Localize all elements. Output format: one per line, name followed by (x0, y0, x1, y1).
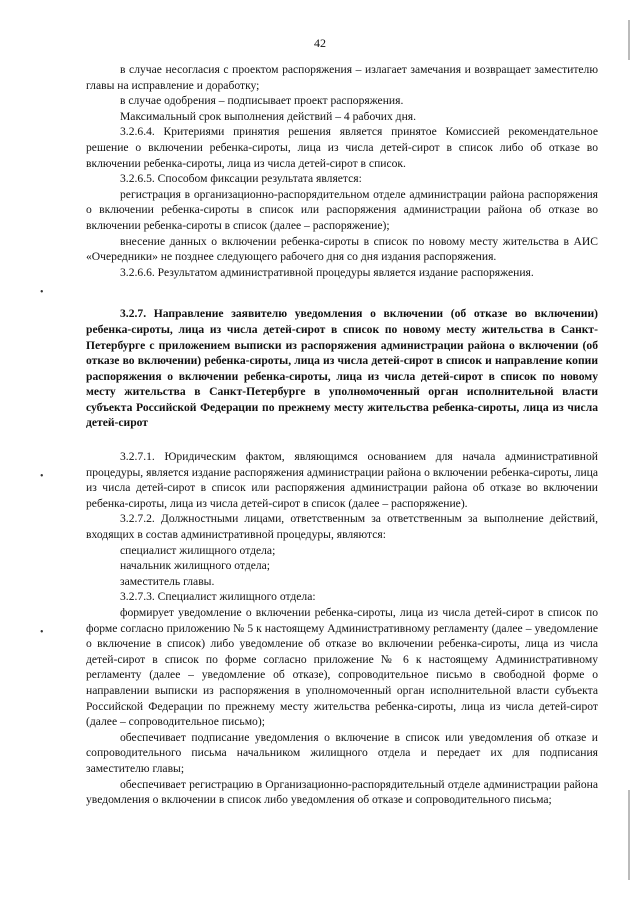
paragraph: регистрация в организационно-распорядительном отделе администрации района распоряжения о включении ребенка-сироты в список или распоряжения администрации района об отказе во включении ребенка-сироты в список (далее – распоряжение); (86, 187, 598, 232)
paragraph: в случае одобрения – подписывает проект распоряжения. (120, 94, 404, 108)
paragraph: специалист жилищного отдела; (120, 543, 276, 557)
margin-mark-icon: • (40, 287, 44, 298)
scan-edge-mark (628, 790, 630, 880)
paragraph: Максимальный срок выполнения действий – 4 рабочих дня. (120, 109, 417, 123)
paragraph: 3.2.6.4. Критериями принятия решения является принятое Комиссией рекомендательное решение о включении ребенка-сироты, лица из числа детей-сирот в список либо об отказе во включении ребенка-сироты, лица из числа детей-сирот в список. (86, 125, 598, 170)
paragraph: в случае несогласия с проектом распоряжения – излагает замечания и возвращает заместителю главы на исправление и доработку; (86, 63, 598, 92)
margin-mark-icon: • (40, 627, 44, 638)
paragraph: заместитель главы. (120, 574, 215, 588)
paragraph: обеспечивает регистрацию в Организационно-распорядительный отделе администрации района уведомления о включении в список либо уведомления об отказе и сопроводительного письма; (86, 777, 598, 807)
paragraph: 3.2.7.3. Специалист жилищного отдела: (120, 590, 316, 604)
paragraph: формирует уведомление о включении ребенка-сироты, лица из числа детей-сирот в список по форме согласно приложению № 5 к настоящему Административному регламенту (далее – уведомление о включение в список) либо уведомление об отказе во включении ребенка-сироты, лица из числа детей-сирот в список по форме согласно приложение № 6 к настоящему Административному регламенту (далее – уведомление об отказе), сопроводительное письмо в свободной форме о направлении выписки из распоряжения в уполномоченный орган исполнительной власти субъекта Российской Федерации по прежнему месту жительства ребенка-сироты, лица из числа детей-сирот (далее – сопроводительное письмо); (86, 606, 598, 729)
paragraph: 3.2.7.1. Юридическим фактом, являющимся основанием для начала административной процедуры, является издание распоряжения администрации района о включении ребенка-сироты, лица из числа детей-сирот в список или распоряжения администрации района об отказе во включении ребенка-сироты, лица из числа детей-сирот в список (далее – распоряжение). (86, 450, 598, 510)
document-body (86, 62, 598, 808)
paragraph: начальник жилищного отдела; (120, 559, 271, 573)
page-number: 42 (314, 36, 326, 50)
paragraph: 3.2.6.5. Способом фиксации результата является: (120, 172, 362, 186)
paragraph: 3.2.7.2. Должностными лицами, ответственным за ответственным за выполнение действий, входящих в состав административной процедуры, являются: (86, 512, 598, 542)
section-heading: 3.2.7. Направление заявителю уведомления о включении (об отказе во включении) ребенка-сироты, лица из числа детей-сирот в список по новому месту жительства в Санкт-Петербурге с приложением выписки из распоряжения администрации района о включении (об отказе во включении) ребенка-сироты, лица из числа детей-сирот в список и направление копии распоряжения о включении ребенка-сироты, лица из числа детей-сирот в список по новому месту жительства в Санкт-Петербурге в уполномоченный орган исполнительной власти субъекта Российской Федерации по прежнему месту жительства ребенка-сироты, лица из числа детей-сирот (86, 307, 598, 430)
paragraph: внесение данных о включении ребенка-сироты в список по новому месту жительства в АИС «Очередники» не позднее следующего рабочего дня со дня издания распоряжения. (86, 234, 598, 264)
paragraph: 3.2.6.6. Результатом административной процедуры является издание распоряжения. (120, 265, 534, 279)
margin-mark-icon: • (40, 471, 44, 482)
paragraph: обеспечивает подписание уведомления о включение в список или уведомления об отказе и сопроводительного письма начальником жилищного отдела и передает их для подписания заместителю главы; (86, 730, 598, 775)
scan-edge-mark (628, 20, 630, 60)
